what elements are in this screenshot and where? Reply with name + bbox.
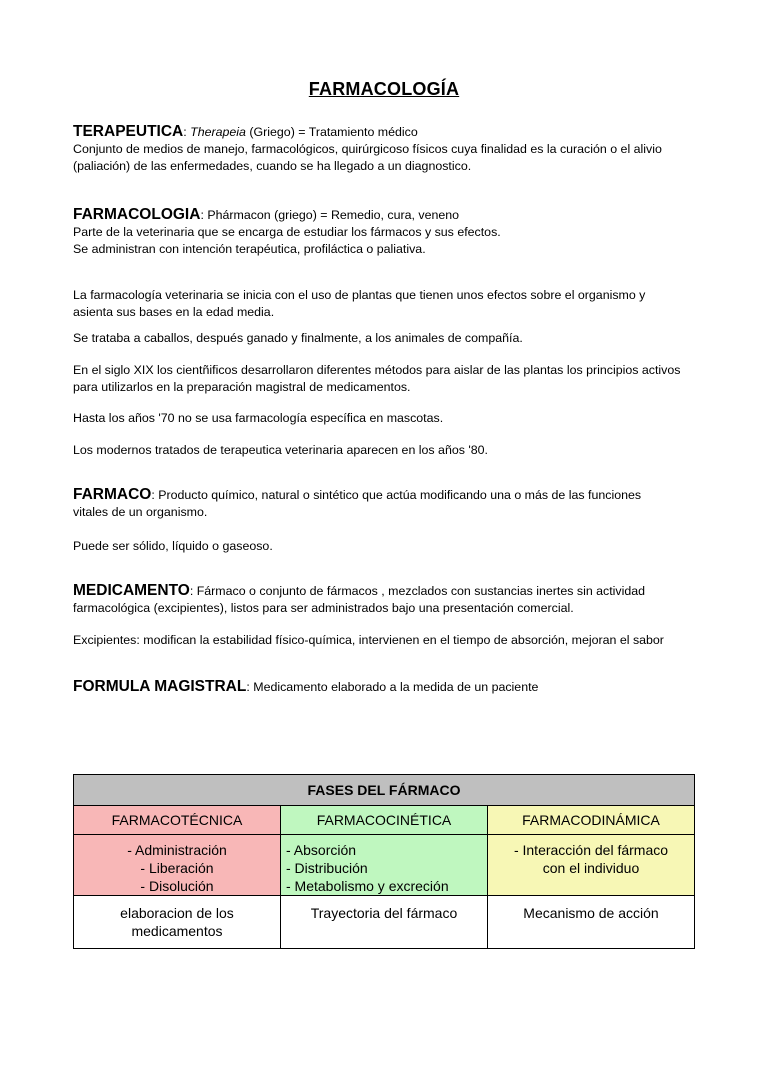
- list-item: - Liberación: [140, 860, 214, 876]
- formula-definition: : Medicamento elaborado a la medida de un paciente: [246, 680, 539, 694]
- farmacodinamica-description: Mecanismo de acción: [488, 896, 695, 949]
- phase-farmacocinetica: FARMACOCINÉTICA: [281, 806, 488, 835]
- paragraph-1: La farmacología veterinaria se inicia con el uso de plantas que tienen unos efectos sobre el organismo y asienta sus bases en la edad media.: [73, 288, 646, 319]
- paragraph-3: En el siglo XIX los cientñificos desarrollaron diferentes métodos para aislar de las plantas los principios activos para utilizarlos en la preparación magistral de medicamentos.: [73, 363, 681, 394]
- farmacologia-section: [73, 206, 703, 258]
- farmacologia-heading: [73, 206, 703, 224]
- fases-table: [73, 774, 695, 949]
- list-item: - Metabolismo y excreción: [286, 878, 449, 894]
- list-item: - Interacción del fármaco: [513, 842, 669, 858]
- farmacotecnica-description: [74, 896, 281, 949]
- terapeutica-definition: (Griego) = Tratamiento médico: [245, 125, 418, 139]
- farmacotecnica-items: [74, 835, 281, 896]
- terapeutica-heading: [73, 123, 703, 141]
- terapeutica-body: Conjunto de medios de manejo, farmacológicos, quirúrgicoso físicos cuya finalidad es la curación o el alivio (paliación) de las enfermedades, cuando se ha llegado a un diagnostico.: [73, 142, 662, 173]
- farmacocinetica-description: Trayectoria del fármaco: [281, 896, 488, 949]
- farmaco-extra: Puede ser sólido, líquido o gaseoso.: [73, 539, 273, 553]
- terapeutica-term: TERAPEUTICA: [73, 123, 184, 140]
- list-item: - Absorción: [286, 842, 357, 858]
- farmaco-term: FARMACO: [73, 486, 152, 503]
- description-text: elaboracion de los medicamentos: [120, 905, 234, 939]
- farmaco-section: [73, 486, 678, 521]
- farmacologia-line-2: Se administran con intención terapéutica, profiláctica o paliativa.: [73, 242, 426, 256]
- medicamento-term: MEDICAMENTO: [73, 582, 190, 599]
- list-item: - Administración: [127, 842, 227, 858]
- farmacocinetica-items: [281, 835, 488, 896]
- terapeutica-section: [73, 123, 703, 175]
- list-item: - Disolución: [140, 878, 214, 894]
- page-title: FARMACOLOGÍA: [308, 79, 460, 99]
- farmacologia-definition: : Phármacon (griego) = Remedio, cura, veneno: [200, 208, 460, 222]
- terapeutica-colon: :: [183, 125, 187, 139]
- phase-farmacodinamica: FARMACODINÁMICA: [488, 806, 695, 835]
- table-header: FASES DEL FÁRMACO: [74, 775, 695, 806]
- paragraph-2: Se trataba a caballos, después ganado y finalmente, a los animales de compañía.: [73, 331, 523, 345]
- farmacologia-term: FARMACOLOGIA: [73, 206, 201, 223]
- paragraph-4: Hasta los años '70 no se usa farmacología específica en mascotas.: [73, 411, 444, 425]
- list-item: con el individuo: [542, 860, 640, 876]
- medicamento-extra: Excipientes: modifican la estabilidad físico-química, intervienen en el tiempo de absorción, mejoran el sabor: [73, 633, 664, 647]
- medicamento-definition: : Fármaco o conjunto de fármacos , mezclados con sustancias inertes sin actividad farmacológica (excipientes), listos para ser administrados bajo una presentación comercial.: [73, 584, 646, 615]
- terapeutica-italic: Therapeia: [190, 125, 246, 139]
- paragraph-5: Los modernos tratados de terapeutica veterinaria aparecen en los años '80.: [73, 443, 488, 457]
- farmaco-definition: : Producto químico, natural o sintético que actúa modificando una o más de las funciones vitales de un organismo.: [73, 488, 642, 519]
- list-item: - Distribución: [286, 860, 368, 876]
- formula-section: [73, 678, 703, 696]
- farmacodinamica-items: [488, 835, 695, 896]
- formula-term: FORMULA MAGISTRAL: [73, 678, 247, 695]
- farmacologia-line-1: Parte de la veterinaria que se encarga de estudiar los fármacos y sus efectos.: [73, 225, 501, 239]
- phase-farmacotecnica: FARMACOTÉCNICA: [74, 806, 281, 835]
- medicamento-section: [73, 582, 698, 617]
